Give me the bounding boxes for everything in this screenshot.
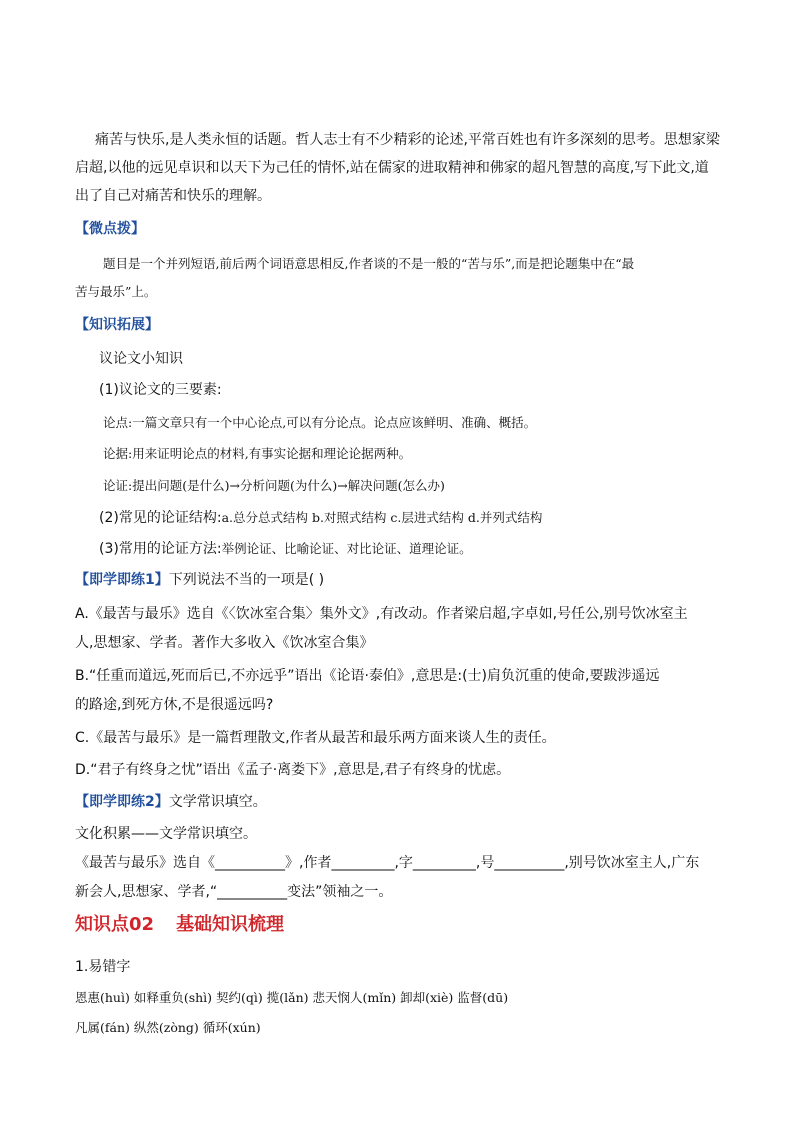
zhishi-item-3 (99, 539, 472, 559)
exercise-2-subtitle: 文化积累——文学常识填空。 (75, 826, 257, 842)
weidianbo-header: 【微点拨】 (75, 221, 145, 237)
exercise-2-title: 文学常识填空。 (168, 794, 267, 810)
zhishi-item-1: (1)议论文的三要素: (99, 382, 222, 398)
zhishi-header: 【知识拓展】 (75, 317, 159, 333)
zhishi-lunju: 论据:用来证明论点的材料,有事实论据和理论论据两种。 (103, 446, 412, 461)
exercise-1-option-c: C.《最苦与最乐》是一篇哲理散文,作者从最苦和最乐两方面来谈人生的责任。 (75, 730, 556, 746)
section-number: 知识点02 (75, 914, 155, 935)
exercise-1-header: 【即学即练1】 (75, 572, 169, 588)
section-title: 基础知识梳理 (176, 914, 285, 935)
weidianbo-line-1: 题目是一个并列短语,前后两个词语意思相反,作者谈的不是一般的“苦与乐”,而是把论题集中在“最 (103, 256, 635, 271)
weidianbo-line-2: 苦与最乐”上。 (75, 284, 157, 299)
exercise-1-option-d: D.“君子有终身之忧”语出《孟子·离娄下》,意思是,君子有终身的忧虑。 (75, 762, 511, 778)
zhishi-item-2-options: a.总分总式结构 b.对照式结构 c.层进式结构 d.并列式结构 (221, 510, 543, 525)
exercise-2-title-line (75, 792, 267, 812)
exercise-2-header: 【即学即练2】 (75, 794, 169, 810)
cuobie-line-1: 恩惠(huì) 如释重负(shì) 契约(qì) 揽(lǎn) 悲天悯人(mǐn) 卸却(xiè) 监督(dū) (75, 990, 509, 1005)
intro-line-1: 痛苦与快乐,是人类永恒的话题。哲人志士有不少精彩的论述,平常百姓也有许多深刻的思考。思想家梁 (95, 132, 720, 148)
exercise-1-question: 下列说法不当的一项是( ) (168, 572, 325, 588)
zhishi-title: 议论文小知识 (99, 351, 183, 367)
intro-line-3: 出了自己对痛苦和快乐的理解。 (75, 188, 271, 204)
cuobie-title: 1.易错字 (75, 959, 131, 975)
exercise-2-blank-line-1: 《最苦与最乐》选自《__________》,作者_________,字_________,号__________,别号饮冰室主人,广东 (75, 855, 700, 871)
section-heading (75, 913, 284, 937)
zhishi-item-3-label: (3)常用的论证方法: (99, 541, 222, 557)
exercise-1-question-line (75, 570, 324, 590)
zhishi-item-3-options: 举例论证、比喻论证、对比论证、道理论证。 (221, 541, 472, 556)
cuobie-line-2: 凡属(fán) 纵然(zòng) 循环(xún) (75, 1020, 261, 1035)
exercise-1-option-a-line-1: A.《最苦与最乐》选自《〈饮冰室合集〉集外文》,有改动。作者梁启超,字卓如,号任公,别号饮冰室主 (75, 606, 688, 622)
exercise-1-option-b-line-1: B.“任重而道远,死而后已,不亦远乎”语出《论语·泰伯》,意思是:(士)肩负沉重的使命,要跋涉遥远 (75, 668, 660, 684)
zhishi-item-2-label: (2)常见的论证结构: (99, 510, 222, 526)
exercise-2-blank-line-2: 新会人,思想家、学者,“__________变法”领袖之一。 (75, 884, 393, 900)
zhishi-lunzheng: 论证:提出问题(是什么)→分析问题(为什么)→解决问题(怎么办) (103, 478, 445, 493)
exercise-1-option-b-line-2: 的路途,到死方休,不是很遥远吗? (75, 697, 274, 713)
exercise-1-option-a-line-2: 人,思想家、学者。著作大多收入《饮冰室合集》 (75, 635, 374, 651)
zhishi-item-2 (99, 508, 542, 528)
zhishi-lundian: 论点:一篇文章只有一个中心论点,可以有分论点。论点应该鲜明、准确、概括。 (103, 415, 537, 430)
intro-line-2: 启超,以他的远见卓识和以天下为己任的情怀,站在儒家的进取精神和佛家的超凡智慧的高度,写下此文,道 (75, 160, 709, 176)
